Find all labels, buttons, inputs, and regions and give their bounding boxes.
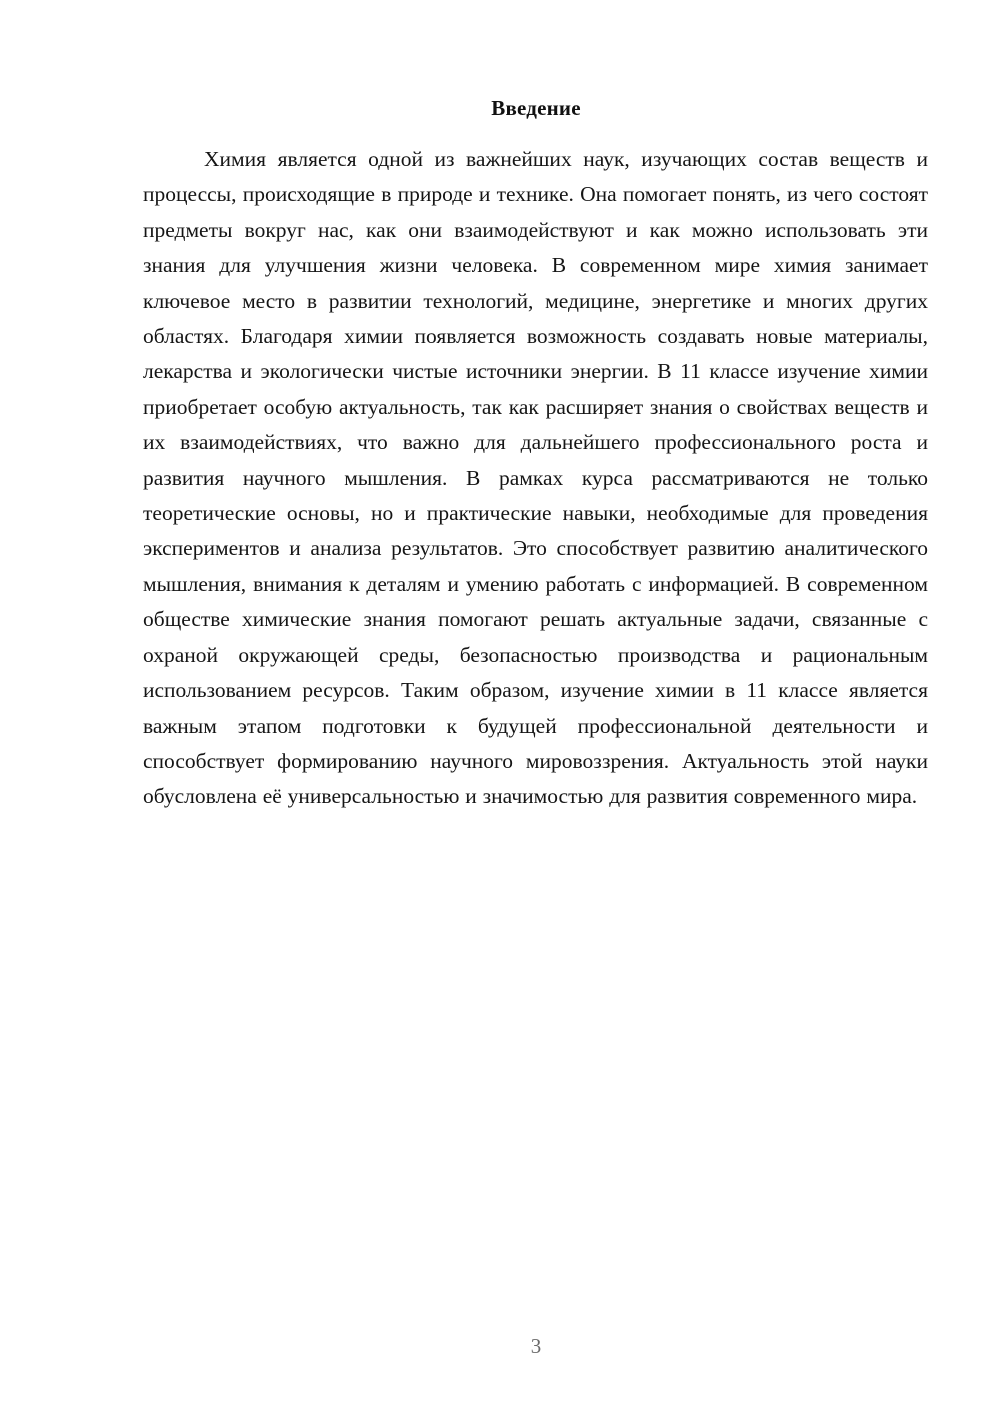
- body-paragraph: Химия является одной из важнейших наук, изучающих состав веществ и процессы, происходящие в природе и технике. Она помогает понять, из чего состоят предметы вокруг нас, как они взаимодействуют и как можно использовать эти знания для улучшения жизни человека. В современном мире химия занимает ключевое место в развитии технологий, медицине, энергетике и многих других областях. Благодаря химии появляется возможность создавать новые материалы, лекарства и экологически чистые источники энергии. В 11 классе изучение химии приобретает особую актуальность, так как расширяет знания о свойствах веществ и их взаимодействиях, что важно для дальнейшего профессионального роста и развития научного мышления. В рамках курса рассматриваются не только теоретические основы, но и практические навыки, необходимые для проведения экспериментов и анализа результатов. Это способствует развитию аналитического мышления, внимания к деталям и умению работать с информацией. В современном обществе химические знания помогают решать актуальные задачи, связанные с охраной окружающей среды, безопасностью производства и рациональным использованием ресурсов. Таким образом, изучение химии в 11 классе является важным этапом подготовки к будущей профессиональной деятельности и способствует формированию научного мировоззрения. Актуальность этой науки обусловлена её универсальностью и значимостью для развития современного мира.: [143, 147, 928, 809]
- section-heading: Введение: [491, 96, 581, 120]
- page-number: 3: [530, 1334, 542, 1358]
